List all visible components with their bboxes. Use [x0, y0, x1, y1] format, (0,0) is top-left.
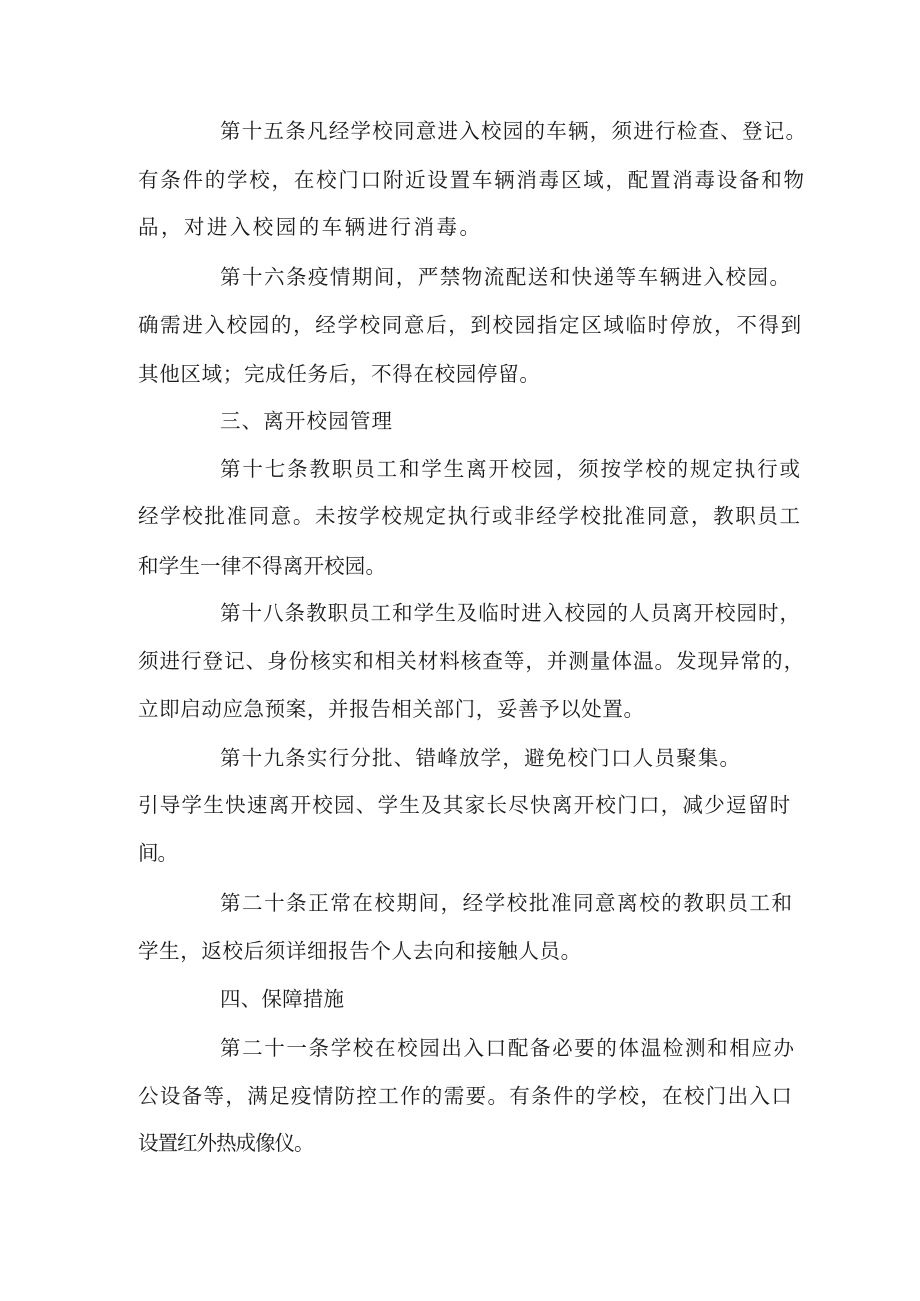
text-line: 第十九条实行分批、错峰放学，避免校门口人员聚集。: [220, 746, 742, 770]
text-line: 第十六条疫情期间，严禁物流配送和快递等车辆进入校园。: [220, 265, 792, 289]
text-line: 设置红外热成像仪。: [138, 1131, 314, 1155]
text-line: 第十五条凡经学校同意进入校园的车辆，须进行检查、登记。: [220, 119, 808, 143]
text-line: 其他区域；完成任务后，不得在校园停留。: [138, 362, 541, 386]
text-line: 经学校批准同意。未按学校规定执行或非经学校批准同意，教职员工: [138, 504, 802, 528]
text-line: 第二十条正常在校期间，经学校批准同意离校的教职员工和: [220, 891, 794, 915]
text-line: 三、离开校园管理: [220, 409, 394, 433]
text-line: 须进行登记、身份核实和相关材料核查等，并测量体温。发现异常的，: [138, 649, 806, 673]
text-line: 四、保障措施: [220, 987, 345, 1011]
text-line: 和学生一律不得离开校园。: [138, 554, 387, 578]
text-line: 引导学生快速离开校园、学生及其家长尽快离开校门口，减少逗留时: [138, 793, 792, 817]
text-line: 第二十一条学校在校园出入口配备必要的体温检测和相应办: [220, 1036, 796, 1060]
text-line: 品，对进入校园的车辆进行消毒。: [138, 215, 483, 239]
text-line: 间。: [138, 841, 177, 865]
text-line: 立即启动应急预案，并报告相关部门，妥善予以处置。: [138, 697, 645, 721]
text-line: 第十七条教职员工和学生离开校园，须按学校的规定执行或: [220, 457, 802, 481]
text-line: 学生，返校后须详细报告个人去向和接触人员。: [138, 939, 582, 963]
text-line: 公设备等，满足疫情防控工作的需要。有条件的学校，在校门出入口: [138, 1084, 794, 1108]
text-line: 有条件的学校，在校门口附近设置车辆消毒区域，配置消毒设备和物: [138, 168, 806, 192]
text-line: 确需进入校园的，经学校同意后，到校园指定区域临时停放，不得到: [138, 313, 803, 337]
text-line: 第十八条教职员工和学生及临时进入校园的人员离开校园时，: [220, 601, 802, 625]
